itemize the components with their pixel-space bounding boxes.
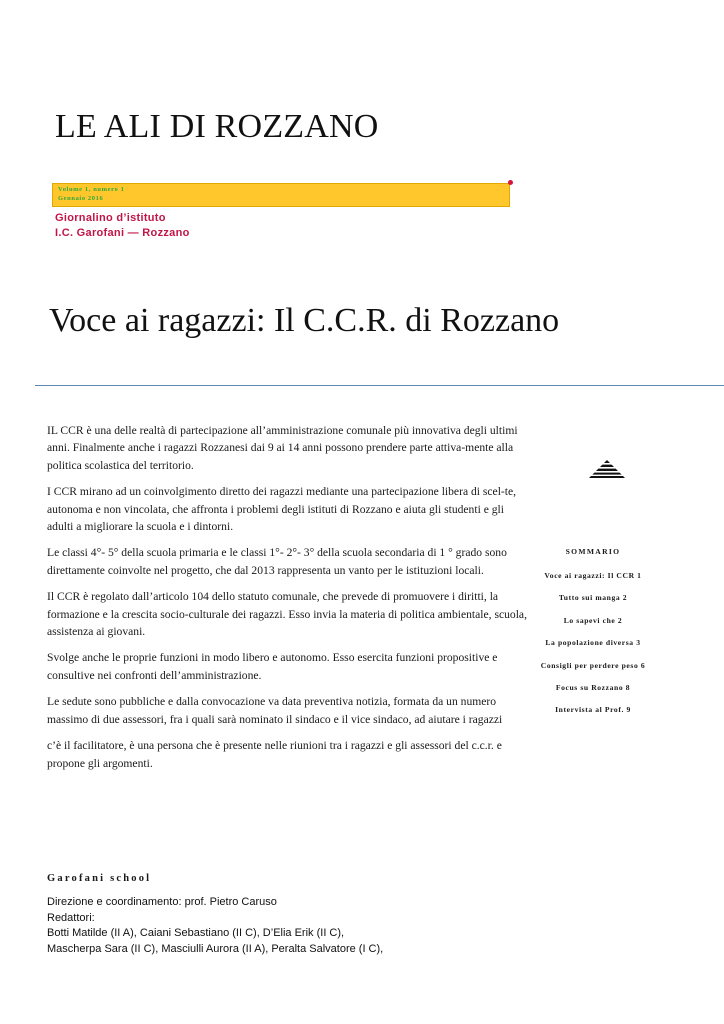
credits-block xyxy=(47,895,383,957)
newsletter-title: LE ALI DI ROZZANO xyxy=(55,108,379,145)
newsletter-subtitle xyxy=(55,211,190,241)
article-paragraph: Il CCR è regolato dall’articolo 104 dello statuto comunale, che prevede di promuovere i diritti, la formazione e la crescita socio-culturale dei ragazzi. Esso invia la materia di politica ambientale, scuola, assistenza ai giovani. xyxy=(47,590,527,639)
issue-volume: Volume 1, numero 1 xyxy=(58,186,125,193)
article-paragraph: IL CCR è una delle realtà di partecipazione all’amministrazione comunale più innovativa degli ultimi anni. Finalmente anche i ragazzi Rozzanesi dai 9 ai 14 anni possono prendere parte attiva-mente alla politica scolastica del territorio. xyxy=(47,424,518,472)
toc-item[interactable]: Intervista al Prof. 9 xyxy=(555,705,631,715)
subtitle-line-1: Giornalino d’istituto xyxy=(55,212,166,224)
issue-date: Gennaio 2016 xyxy=(58,194,104,202)
banner-dot-decoration xyxy=(508,180,513,185)
stacked-wings-logo-icon xyxy=(587,455,627,479)
footer-title: Garofani school xyxy=(47,873,152,884)
article-paragraph: I CCR mirano ad un coinvolgimento diretto dei ragazzi mediante una partecipazione libera di scel-te, autonoma e non vincolata, che affronta i problemi degli istituti di Rozzano e aiuta gli studenti e gli adulti a migliorare la scuola e i dintorni. xyxy=(47,485,517,534)
table-of-contents xyxy=(538,547,648,727)
credits-line: Botti Matilde (II A), Caiani Sebastiano (II C), D’Elia Erik (II C), xyxy=(47,927,345,939)
toc-item[interactable]: Tutto sui manga 2 xyxy=(558,593,628,603)
article-paragraph: c’è il facilitatore, è una persona che è presente nelle riunioni tra i ragazzi e gli assessori del c.c.r. e propone gli argomenti. xyxy=(47,739,502,770)
article-paragraph: Le sedute sono pubbliche e dalla convocazione va data preventiva notizia, formata da un numero massimo di due assessori, fra i quali sarà nominato il sindaco e il vice sindaco, ad aiutare i ragazzi xyxy=(47,695,503,726)
issue-banner xyxy=(52,183,510,207)
credits-line: Direzione e coordinamento: prof. Pietro Caruso xyxy=(47,896,277,908)
toc-item[interactable]: Voce ai ragazzi: Il CCR 1 xyxy=(544,571,642,580)
toc-item[interactable]: Focus su Rozzano 8 xyxy=(555,682,631,692)
headline-divider xyxy=(35,385,724,386)
credits-line: Redattori: xyxy=(47,911,95,924)
toc-item[interactable]: Consigli per perdere peso 6 xyxy=(540,660,646,670)
article-paragraph: Le classi 4°- 5° della scuola primaria e le classi 1°- 2°- 3° della scuola secondaria di 1 ° grado sono direttamente coinvolte nel progetto, che dal 2013 rappresenta un vanto per le istituzioni locali. xyxy=(47,546,507,577)
article-body xyxy=(47,422,533,781)
toc-title: SOMMARIO xyxy=(565,547,621,556)
toc-item[interactable]: La popolazione diversa 3 xyxy=(545,638,641,648)
toc-item[interactable]: Lo sapevi che 2 xyxy=(563,615,623,625)
credits-line: Mascherpa Sara (II C), Masciulli Aurora (II A), Peralta Salvatore (I C), xyxy=(47,942,384,955)
article-headline: Voce ai ragazzi: Il C.C.R. di Rozzano xyxy=(49,302,560,339)
article-paragraph: Svolge anche le proprie funzioni in modo libero e autonomo. Esso esercita funzioni propositive e consultive nei confronti dell’amministrazione. xyxy=(47,651,498,682)
subtitle-line-2: I.C. Garofani — Rozzano xyxy=(55,227,190,239)
